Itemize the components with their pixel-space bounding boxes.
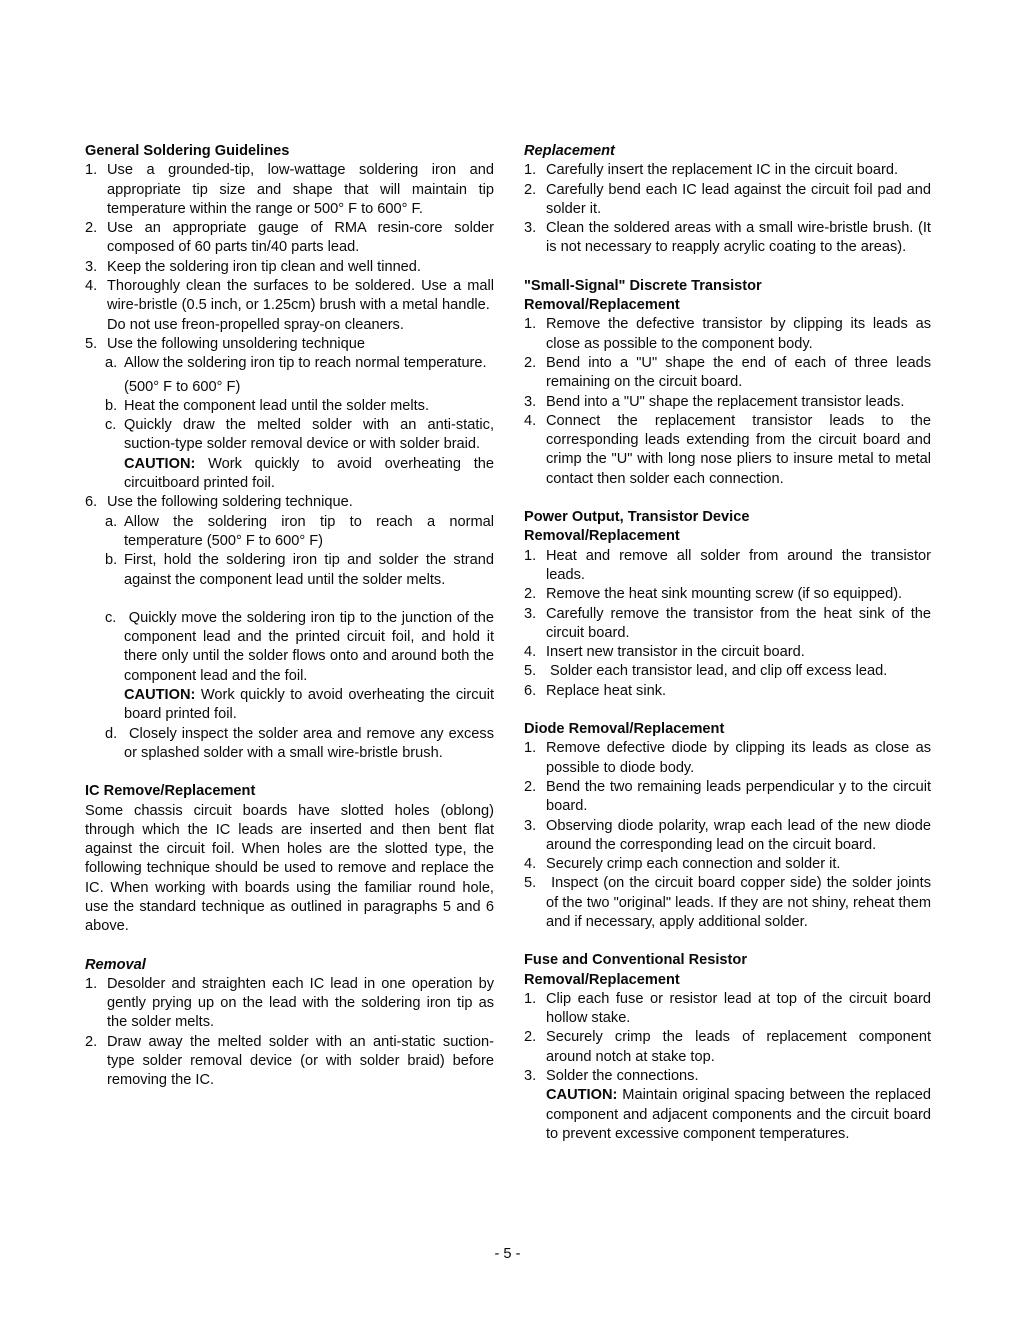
list-item: 4. Securely crimp each connection and solder it. (524, 855, 931, 874)
caution-label: CAUTION: (546, 1087, 618, 1104)
list-marker: 5. (524, 875, 537, 892)
list-item: 3. Carefully remove the transistor from the heat sink of the circuit board. (524, 605, 931, 641)
section (85, 142, 494, 763)
list-item: 5. Solder each transistor lead, and clip off excess lead. (524, 662, 931, 681)
list-marker: 2. (524, 354, 537, 371)
left-column (85, 142, 494, 1144)
section-heading: General Soldering Guidelines (85, 143, 290, 159)
list-marker: 2. (524, 586, 537, 603)
section-heading: Diode Removal/Replacement (524, 721, 725, 738)
list-item: 1. Use a grounded-tip, low-wattage soldering iron and appropriate tip size and shape that will maintain tip temperature within the range or 500° F to 600° F. (85, 162, 494, 217)
list-marker: b. (105, 397, 118, 414)
spacer (85, 590, 494, 609)
list-marker: 2. (524, 1029, 537, 1046)
list-item: 1. Remove the defective transistor by clipping its leads as close as possible to the component body. (524, 316, 931, 352)
caution-label: CAUTION: (124, 455, 196, 472)
list-marker: 5. (524, 663, 537, 680)
list-item: 4. Thoroughly clean the surfaces to be soldered. Use a mall wire-bristle (0.5 inch, or 1.25cm) brush with a metal handle. (85, 278, 494, 314)
list-marker: 3. (524, 817, 537, 834)
section (85, 782, 494, 936)
list-item: 1. Desolder and straighten each IC lead in one operation by gently prying up on the lead with the soldering iron tip as the solder melts. (85, 975, 494, 1031)
list-item: 1. Heat and remove all solder from around the transistor leads. (524, 547, 931, 583)
list-item: a. Allow the soldering iron tip to reach normal temperature. (105, 354, 494, 373)
list-marker: a. (105, 513, 118, 530)
list-marker: c. (105, 417, 117, 434)
list-marker: 4. (85, 278, 98, 295)
list-item: 3. Keep the soldering iron tip clean and well tinned. (85, 258, 494, 277)
list-item: 3. Observing diode polarity, wrap each lead of the new diode around the corresponding lead on the circuit board. (524, 817, 931, 853)
list-item: c. Quickly move the soldering iron tip to the junction of the component lead and the printed circuit foil, and hold it there only until the solder flows onto and around both the component lead and the foil. (105, 609, 494, 684)
list-item: 3. Clean the soldered areas with a small wire-bristle brush. (It is not necessary to reapply acrylic coating to the areas). (524, 220, 931, 256)
list-marker: 2. (524, 181, 537, 198)
section-heading: Power Output, Transistor Device (524, 509, 750, 526)
list-marker: 6. (524, 682, 537, 699)
section-heading: Removal/Replacement (524, 971, 680, 988)
list-item: 1. Remove defective diode by clipping its leads as close as possible to diode body. (524, 740, 931, 776)
list-item: 3. Solder the connections. (524, 1067, 931, 1086)
list-item: 4. Insert new transistor in the circuit board. (524, 643, 931, 662)
paragraph: Some chassis circuit boards have slotted holes (oblong) through which the IC leads are inserted and then bent flat against the circuit foil. When holes are the slotted type, the following technique should be used to remove and replace the IC. When working with boards using the familiar round hole, use the standard technique as outlined in paragraphs 5 and 6 above. (85, 802, 494, 935)
list-item: c. Quickly draw the melted solder with an anti-static, suction-type solder removal device or with solder braid. (105, 417, 494, 453)
list-item: 2. Remove the heat sink mounting screw (if so equipped). (524, 585, 931, 604)
section (85, 956, 494, 1091)
list-marker: 1. (524, 547, 537, 564)
section-heading: IC Remove/Replacement (85, 783, 256, 800)
caution-label: CAUTION: (124, 687, 196, 704)
list-item: 6. Replace heat sink. (524, 682, 931, 701)
page-number: - 5 - (494, 1246, 521, 1262)
list-marker: d. (105, 725, 118, 742)
list-marker: 3. (85, 258, 98, 275)
list-item: 5. Inspect (on the circuit board copper side) the solder joints of the two "original" leads. If they are not shiny, reheat them and if necessary, apply additional solder. (524, 875, 931, 930)
section-heading: Removal/Replacement (524, 297, 680, 314)
list-marker: b. (105, 552, 118, 569)
paragraph: Do not use freon-propelled spray-on cleaners. (107, 316, 404, 333)
list-item: 2. Bend into a "U" shape the end of each of three leads remaining on the circuit board. (524, 354, 931, 391)
list-item: 5. Use the following unsoldering technique (85, 335, 494, 354)
list-marker: 3. (524, 605, 537, 622)
list-item: 2. Bend the two remaining leads perpendicular y to the circuit board. (524, 778, 931, 815)
section-heading: Fuse and Conventional Resistor (524, 952, 747, 969)
list-marker: c. (105, 609, 117, 626)
section-heading: "Small-Signal" Discrete Transistor (524, 277, 762, 294)
section (524, 277, 931, 489)
list-marker: 3. (524, 393, 537, 410)
list-marker: 5. (85, 335, 98, 352)
list-marker: 1. (85, 162, 98, 179)
paragraph: CAUTION: Work quickly to avoid overheating the circuit board printed foil. (124, 687, 494, 723)
list-marker: 4. (524, 412, 537, 429)
list-marker: 4. (524, 856, 537, 873)
list-item: 2. Draw away the melted solder with an anti-static suction-type solder removal device (or with solder braid) before removing the IC. (85, 1033, 494, 1089)
list-item: d. Closely inspect the solder area and remove any excess or splashed solder with a small wire-bristle brush. (105, 725, 494, 761)
list-marker: 4. (524, 644, 537, 661)
section (524, 508, 931, 701)
list-marker: 2. (85, 1033, 98, 1050)
list-item: b. First, hold the soldering iron tip and solder the strand against the component lead until the solder melts. (105, 552, 494, 588)
list-marker: 1. (524, 162, 537, 179)
list-marker: 1. (85, 975, 98, 992)
list-item: b. Heat the component lead until the solder melts. (105, 397, 494, 416)
paragraph: CAUTION: Work quickly to avoid overheating the circuitboard printed foil. (124, 455, 494, 492)
list-marker: 1. (524, 316, 537, 333)
list-item: a. Allow the soldering iron tip to reach a normal temperature (500° F to 600° F) (105, 513, 494, 549)
list-marker: a. (105, 355, 118, 372)
list-item: 2. Carefully bend each IC lead against the circuit foil pad and solder it. (524, 181, 931, 217)
list-item: 1. Clip each fuse or resistor lead at top of the circuit board hollow stake. (524, 990, 931, 1027)
list-marker: 3. (524, 220, 537, 237)
section-heading: Removal (85, 956, 146, 973)
list-item: 1. Carefully insert the replacement IC in the circuit board. (524, 161, 931, 180)
list-marker: 2. (85, 220, 98, 237)
paragraph: (500° F to 600° F) (124, 378, 241, 395)
list-item: 3. Bend into a "U" shape the replacement transistor leads. (524, 393, 931, 412)
list-marker: 2. (524, 778, 537, 795)
section (524, 720, 931, 932)
section-heading: Removal/Replacement (524, 528, 680, 545)
list-item: 4. Connect the replacement transistor leads to the corresponding leads extending from the circuit board and crimp the "U" with long nose pliers to insure metal to metal contact then solder each connection. (524, 412, 931, 487)
list-marker: 1. (524, 990, 537, 1007)
list-marker: 1. (524, 740, 537, 757)
document-content (85, 142, 931, 1144)
section-heading: Replacement (524, 143, 615, 159)
section (524, 951, 931, 1144)
right-column (524, 142, 931, 1144)
list-item: 2. Securely crimp the leads of replacement component around notch at stake top. (524, 1029, 931, 1065)
section (524, 142, 931, 258)
paragraph: CAUTION: Maintain original spacing between the replaced component and adjacent components and the circuit board to prevent excessive component temperatures. (546, 1087, 931, 1142)
list-marker: 3. (524, 1068, 537, 1085)
list-marker: 6. (85, 494, 98, 511)
list-item: 2. Use an appropriate gauge of RMA resin-core solder composed of 60 parts tin/40 parts lead. (85, 220, 494, 256)
list-item: 6. Use the following soldering technique. (85, 493, 494, 512)
